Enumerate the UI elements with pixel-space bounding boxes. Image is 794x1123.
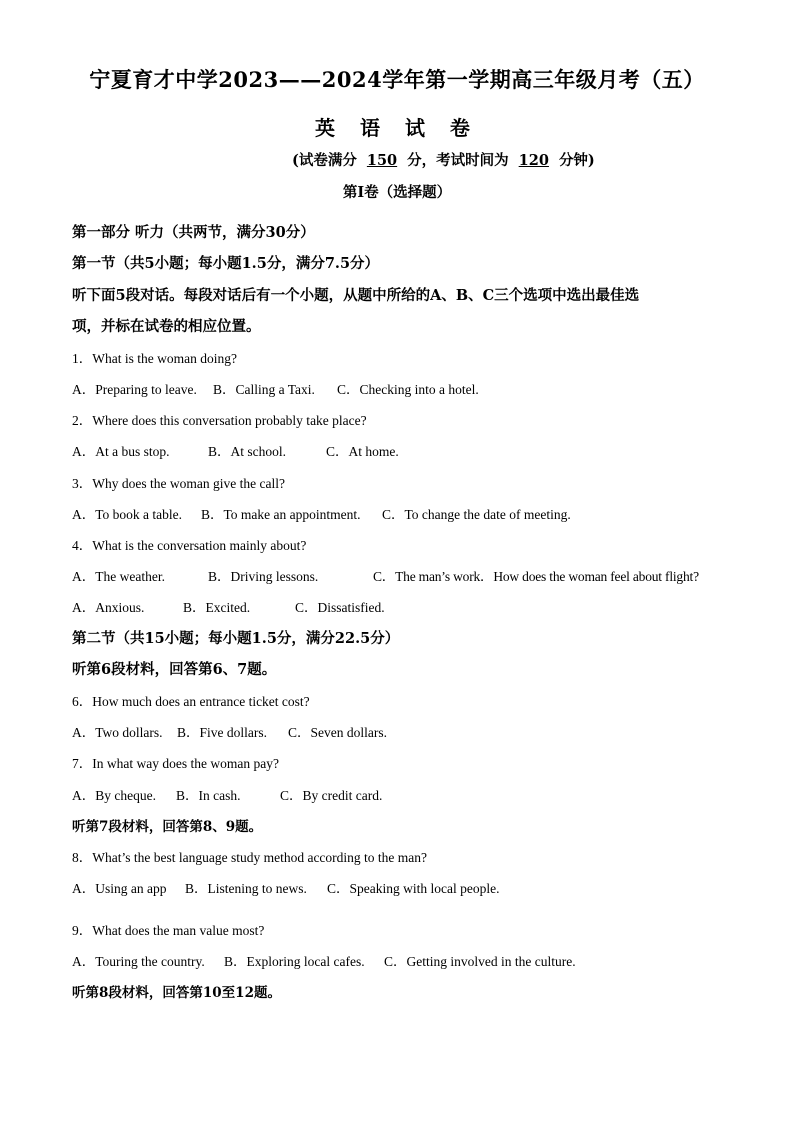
question-1-stem: 1．What is the woman doing? xyxy=(72,351,237,366)
score-time-line xyxy=(292,149,595,170)
score-mid: 分，考试时间为 xyxy=(407,152,509,169)
question-8-option-b: B．Listening to news. xyxy=(185,881,307,896)
question-6-option-c: C．Seven dollars. xyxy=(288,725,387,740)
question-9-stem: 9．What does the man value most? xyxy=(72,923,265,938)
question-3-stem: 3．Why does the woman give the call? xyxy=(72,476,285,491)
question-1-option-a: A．Preparing to leave. xyxy=(72,382,197,397)
question-4-option-b: B．Driving lessons. xyxy=(208,569,319,584)
question-9-option-c: C．Getting involved in the culture. xyxy=(384,954,576,969)
question-5-option-b: B．Excited. xyxy=(183,600,251,615)
question-4-option-c: C．The man’s work．How does the woman feel about flight? xyxy=(373,569,699,584)
section2-heading: 第二节（共15小题；每小题1.5分，满分22.5分） xyxy=(72,630,400,647)
question-2-option-a: A．At a bus stop. xyxy=(72,444,170,459)
time-value: 120 xyxy=(518,152,549,169)
exam-title: 宁夏育才中学2023——2024学年第一学期高三年级月考（五） xyxy=(89,67,705,92)
material-6-heading: 听第6段材料，回答第6、7题。 xyxy=(72,661,277,678)
question-3-option-b: B．To make an appointment. xyxy=(201,507,361,522)
question-6-option-b: B．Five dollars. xyxy=(177,725,267,740)
section1-heading: 第一节（共5小题；每小题1.5分，满分7.5分） xyxy=(72,255,380,272)
volume-title: 第Ⅰ卷（选择题） xyxy=(342,184,452,201)
question-7-option-c: C．By credit card. xyxy=(280,788,383,803)
material-7-heading: 听第7段材料，回答第8、9题。 xyxy=(72,819,263,835)
score-prefix: (试卷满分 xyxy=(292,152,357,169)
subject-title: 英 语 试 卷 xyxy=(315,116,479,140)
question-3-option-c: C．To change the date of meeting. xyxy=(382,507,571,522)
question-7-option-a: A．By cheque. xyxy=(72,788,156,803)
question-8-stem: 8．What’s the best language study method according to the man? xyxy=(72,850,428,865)
question-4-stem: 4．What is the conversation mainly about? xyxy=(72,538,307,553)
question-8-option-c: C．Speaking with local people. xyxy=(327,881,500,896)
question-7-option-b: B．In cash. xyxy=(176,788,241,803)
question-5-option-c: C．Dissatisfied. xyxy=(295,600,385,615)
question-7-stem: 7．In what way does the woman pay? xyxy=(72,756,279,771)
score-suffix: 分钟) xyxy=(558,152,595,169)
question-5-option-a: A．Anxious. xyxy=(72,600,145,615)
question-3-option-a: A．To book a table. xyxy=(72,507,183,522)
question-2-option-c: C．At home. xyxy=(326,444,399,459)
question-8-option-a: A．Using an app xyxy=(72,881,167,896)
question-2-stem: 2．Where does this conversation probably take place? xyxy=(72,413,367,428)
question-6-option-a: A．Two dollars. xyxy=(72,725,163,740)
instructions-line2: 项，并标在试卷的相应位置。 xyxy=(72,318,261,335)
instructions-line1: 听下面5段对话。每段对话后有一个小题，从题中所给的A、B、C三个选项中选出最佳选 xyxy=(72,287,640,304)
part1-heading: 第一部分 听力（共两节，满分30分） xyxy=(72,224,315,241)
question-4-option-a: A．The weather. xyxy=(72,569,165,584)
question-1-option-b: B．Calling a Taxi. xyxy=(213,382,315,397)
material-8-heading: 听第8段材料，回答第10至12题。 xyxy=(72,985,281,1001)
question-2-option-b: B．At school. xyxy=(208,444,287,459)
score-value: 150 xyxy=(366,152,398,169)
question-1-option-c: C．Checking into a hotel. xyxy=(337,382,479,397)
question-9-option-b: B．Exploring local cafes. xyxy=(224,954,365,969)
question-6-stem: 6．How much does an entrance ticket cost? xyxy=(72,694,310,709)
question-9-option-a: A．Touring the country. xyxy=(72,954,205,969)
